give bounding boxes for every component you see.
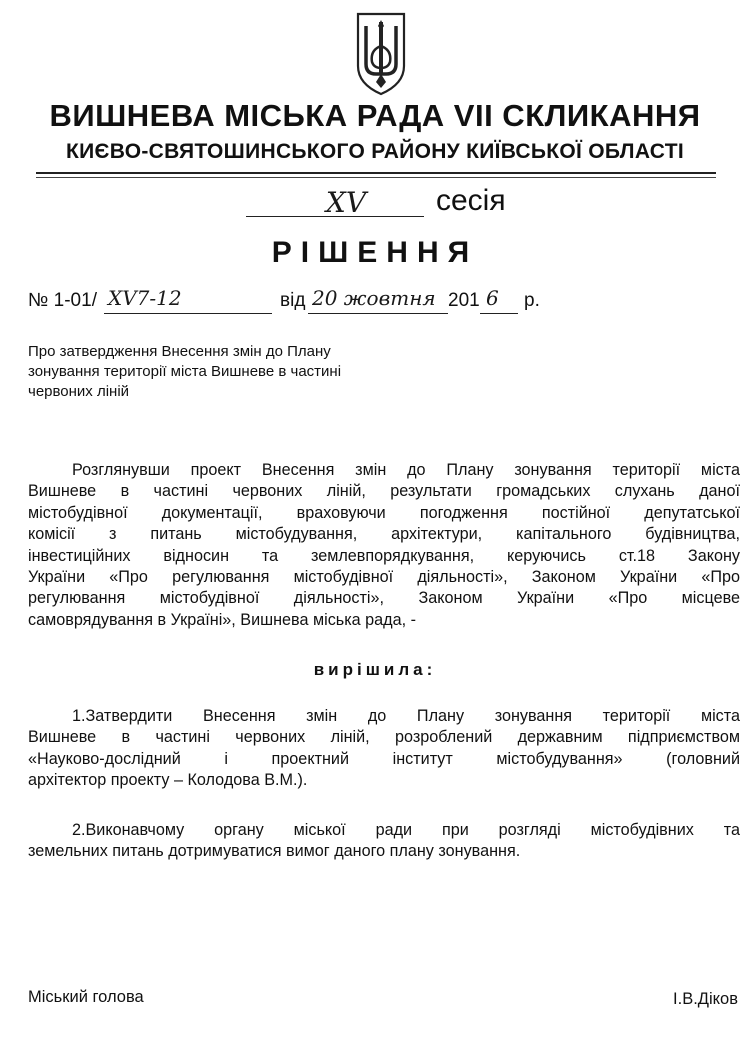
item-1-line: Вишневе в частині червоних ліній, розроблений державним підприємством (28, 728, 740, 747)
item-1-line: «Науково-дослідний і проектний інститут містобудування» (головний (28, 749, 740, 768)
preamble-paragraph (28, 460, 740, 631)
preamble-line: самоврядування в Україні», Вишнева міська рада, - (28, 610, 417, 629)
signatory-position: Міський голова (28, 988, 144, 1006)
number-handwritten: XV7-12 (108, 286, 182, 310)
resolved-heading: вирішила: (313, 660, 437, 679)
year-suffix: р. (524, 290, 540, 311)
trident-emblem-icon (352, 10, 410, 96)
preamble-line: інвестиційних відносин та землевпорядкування, керуючись ст.18 Закону (28, 546, 740, 565)
council-name: ВИШНЕВА МІСЬКА РАДА VII СКЛИКАННЯ (49, 98, 701, 133)
item-1-paragraph (28, 706, 740, 792)
date-prefix: від (280, 290, 306, 311)
subject-line: Про затвердження Внесення змін до Плану (28, 343, 331, 360)
item-2-paragraph (28, 820, 740, 863)
year-handwritten: 6 (486, 286, 499, 310)
preamble-line: комісії з питань містобудування, архітектури, капітального будівництва, (28, 525, 740, 544)
item-2-line: земельних питань дотримуватися вимог даного плану зонування. (28, 842, 521, 861)
session-line (0, 184, 750, 224)
preamble-line: регулювання містобудівної діяльності», Законом України «Про місцеве (28, 589, 740, 608)
preamble-line: містобудівної документації, враховуючи погодження постійної депутатської (28, 503, 740, 522)
item-1-line: 1.Затвердити Внесення змін до Плану зонування території міста (72, 707, 740, 725)
preamble-line: Вишневе в частині червоних ліній, результати громадських слухань даної (28, 482, 740, 501)
subject-line: зонування території міста Вишневе в частині (28, 363, 342, 380)
number-blank (104, 313, 272, 314)
date-blank (308, 313, 448, 314)
decision-number-line (28, 286, 728, 320)
preamble-line: Розглянувши проект Внесення змін до Плану зонування території міста (72, 461, 740, 479)
number-prefix: № 1-01/ (28, 290, 97, 311)
district-name: КИЄВО-СВЯТОШИНСЬКОГО РАЙОНУ КИЇВСЬКОЇ ОБЛАСТІ (66, 140, 684, 163)
header-divider-thin (36, 177, 716, 178)
item-1-line: архітектор проекту – Колодова В.М.). (28, 771, 308, 790)
item-2-line: 2.Виконавчому органу міської ради при розгляді містобудівних та (72, 821, 740, 839)
preamble-line: України «Про регулювання містобудівної діяльності», Законом України «Про (28, 568, 740, 587)
session-number-handwritten: XV (325, 186, 367, 219)
year-prefix: 201 (448, 290, 480, 311)
date-handwritten: 20 жовтня (312, 286, 436, 310)
signatory-name: І.В.Діков (673, 990, 738, 1008)
decision-subject (28, 342, 428, 402)
decision-title: РІШЕННЯ (271, 236, 479, 269)
header-divider-thick (36, 172, 716, 174)
session-label: сесія (436, 184, 506, 217)
subject-line: червоних ліній (28, 383, 130, 400)
session-number-blank (246, 216, 424, 217)
year-blank (480, 313, 518, 314)
